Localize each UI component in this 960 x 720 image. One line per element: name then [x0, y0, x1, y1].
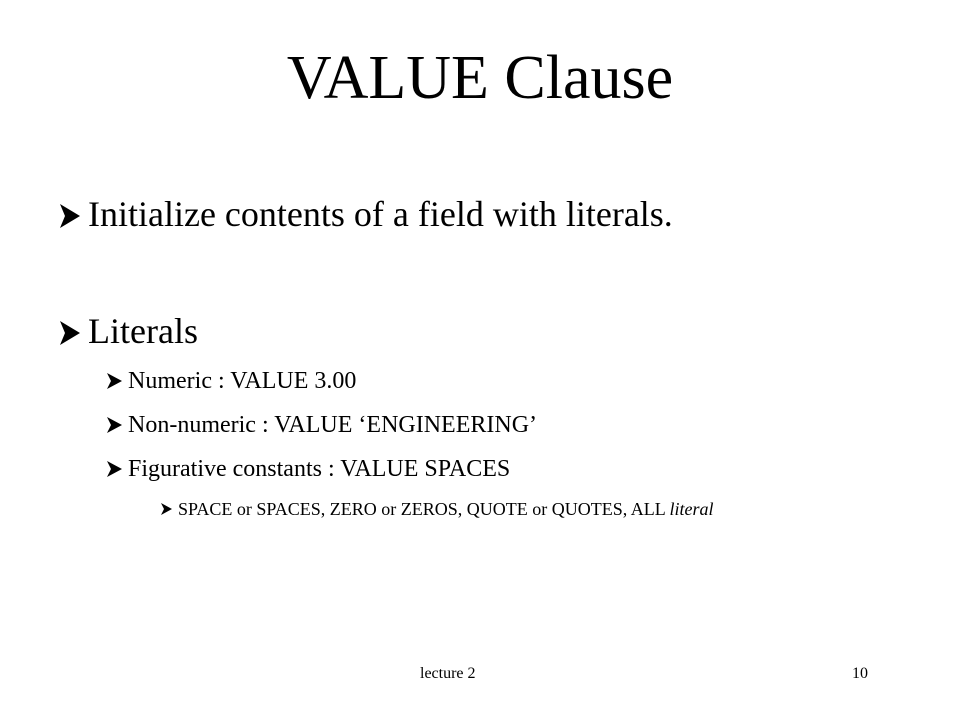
arrow-bullet-icon	[106, 372, 128, 390]
bullet-text-italic: literal	[669, 499, 714, 519]
page-number: 10	[852, 665, 868, 682]
bullet-item	[106, 456, 510, 483]
bullet-text: SPACE or SPACES, ZERO or ZEROS, QUOTE or QUOTES, ALL	[178, 499, 670, 519]
bullet-text: Literals	[88, 311, 198, 351]
bullet-item	[58, 310, 198, 352]
arrow-bullet-icon	[58, 203, 88, 229]
bullet-item	[160, 499, 714, 520]
bullet-item	[106, 412, 537, 439]
arrow-bullet-icon	[58, 320, 88, 346]
arrow-bullet-icon	[106, 416, 128, 434]
bullet-item	[106, 368, 356, 395]
bullet-item	[58, 193, 673, 235]
bullet-text: Numeric : VALUE 3.00	[128, 368, 357, 394]
arrow-bullet-icon	[106, 460, 128, 478]
slide-title: VALUE Clause	[286, 44, 674, 112]
bullet-text: Non-numeric : VALUE ‘ENGINEERING’	[128, 412, 538, 438]
bullet-text: Initialize contents of a field with literals.	[88, 194, 673, 234]
arrow-bullet-icon	[160, 502, 178, 516]
footer-label: lecture 2	[420, 665, 476, 682]
bullet-text: Figurative constants : VALUE SPACES	[128, 456, 511, 482]
